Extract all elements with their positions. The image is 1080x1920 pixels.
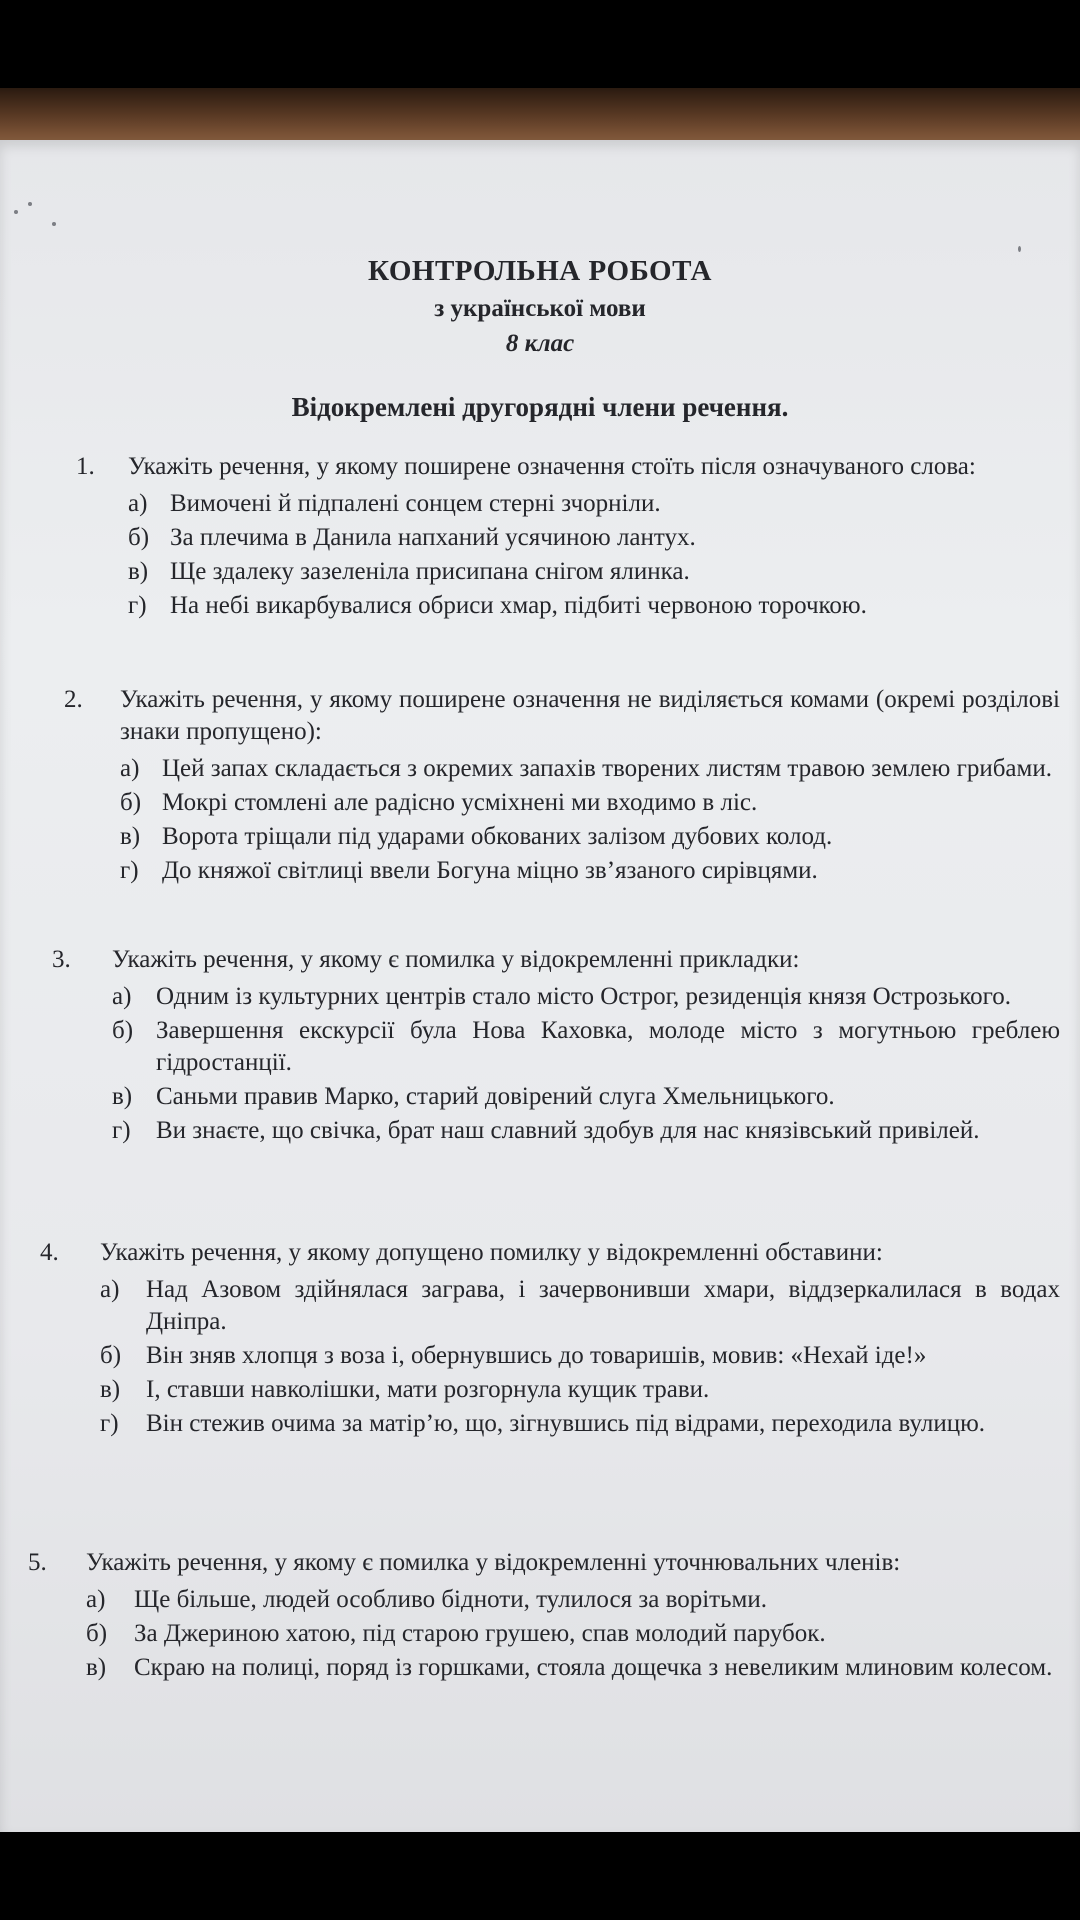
option-letter: а) — [86, 1586, 106, 1613]
option-letter: в) — [100, 1376, 121, 1403]
option-text: Одним із культурних центрів стало місто Острог, резиденція князя Острозького. — [156, 983, 1012, 1010]
option-list — [100, 1274, 1060, 1440]
option-text: Скраю на полиці, поряд із горшками, стояла дощечка з невеликим млиновим колесом. — [134, 1654, 1053, 1681]
option-letter: г) — [100, 1410, 119, 1437]
question-stem: Укажіть речення, у якому поширене означення не виділяється комами (окремі розділові знаки пропущено): — [120, 686, 1060, 745]
option-letter: б) — [112, 1017, 134, 1044]
paper-speck — [14, 210, 18, 214]
option-text: За Джериною хатою, під старою грушею, спав молодий парубок. — [134, 1620, 826, 1647]
option-a — [128, 488, 1060, 520]
doc-title: КОНТРОЛЬНА РОБОТА — [368, 255, 712, 287]
option-text: За плечима в Данила напханий усячиною лантух. — [170, 524, 696, 551]
option-letter: а) — [128, 490, 148, 517]
option-text: Цей запах складається з окремих запахів творених листям травою землею грибами. — [162, 755, 1052, 782]
option-letter: в) — [128, 558, 149, 585]
question-2 — [64, 684, 1060, 889]
option-letter: а) — [112, 983, 132, 1010]
option-letter: г) — [128, 592, 147, 619]
option-text: На небі викарбувалися обриси хмар, підбиті червоною торочкою. — [170, 592, 867, 619]
option-c — [120, 821, 1060, 853]
option-text: Ще здалеку зазеленіла присипана снігом ялинка. — [170, 558, 690, 585]
option-list — [86, 1584, 1060, 1684]
option-letter: б) — [100, 1342, 122, 1369]
option-letter: в) — [112, 1083, 133, 1110]
option-text: Він зняв хлопця з воза і, обернувшись до товаришів, мовив: «Нехай іде!» — [146, 1342, 927, 1369]
question-stem: Укажіть речення, у якому є помилка у відокремленні прикладки: — [112, 946, 800, 973]
question-number: 5. — [28, 1549, 47, 1576]
option-a — [100, 1274, 1060, 1338]
option-d — [128, 590, 1060, 622]
option-text: Завершення екскурсії була Нова Каховка, молоде місто з могутньою греблею гідростанції. — [156, 1017, 1060, 1076]
option-d — [120, 855, 1060, 887]
doc-topic: Відокремлені другорядні члени речення. — [291, 392, 789, 422]
option-b — [112, 1015, 1060, 1079]
option-text: Над Азовом здійнялася заграва, і зачервонивши хмари, віддзеркалилася в водах Дніпра. — [146, 1276, 1060, 1335]
option-text: Ви знаєте, що свічка, брат наш славний здобув для нас князівський привілей. — [156, 1117, 980, 1144]
question-stem: Укажіть речення, у якому поширене означення стоїть після означуваного слова: — [128, 453, 976, 480]
option-text: До княжої світлиці ввели Богуна міцно зв’язаного сирівцями. — [162, 857, 818, 884]
option-list — [120, 753, 1060, 887]
doc-subject: з української мови — [434, 295, 646, 322]
question-stem: Укажіть речення, у якому допущено помилку у відокремленні обставини: — [100, 1239, 883, 1266]
option-text: Мокрі стомлені але радісно усміхнені ми входимо в ліс. — [162, 789, 758, 816]
option-letter: в) — [86, 1654, 107, 1681]
option-letter: в) — [120, 823, 141, 850]
question-number: 4. — [40, 1239, 59, 1266]
option-text: Ще більше, людей особливо бідноти, тулилося за ворітьми. — [134, 1586, 767, 1613]
option-b — [100, 1340, 1060, 1372]
option-d — [112, 1115, 1060, 1147]
option-text: Саньми правив Марко, старий довірений слуга Хмельницького. — [156, 1083, 835, 1110]
doc-grade: 8 клас — [505, 330, 575, 357]
question-stem: Укажіть речення, у якому є помилка у відокремленні уточнювальних членів: — [86, 1549, 901, 1576]
option-letter: а) — [100, 1276, 120, 1303]
option-b — [128, 522, 1060, 554]
paper-speck — [1018, 246, 1021, 252]
option-c — [100, 1374, 1060, 1406]
option-list — [128, 488, 1060, 622]
question-1 — [76, 451, 1060, 624]
option-text: Він стежив очима за матір’ю, що, зігнувшись під відрами, переходила вулицю. — [146, 1410, 986, 1437]
question-number: 1. — [76, 453, 95, 480]
option-b — [120, 787, 1060, 819]
option-list — [112, 981, 1060, 1147]
option-text: Вимочені й підпалені сонцем стерні зчорніли. — [170, 490, 661, 517]
option-d — [100, 1408, 1060, 1440]
paper-speck — [28, 202, 32, 206]
option-c — [86, 1652, 1060, 1684]
option-letter: б) — [120, 789, 142, 816]
option-letter: б) — [86, 1620, 108, 1647]
question-number: 3. — [52, 946, 71, 973]
option-a — [112, 981, 1060, 1013]
option-letter: а) — [120, 755, 140, 782]
option-text: І, ставши навколішки, мати розгорнула кущик трави. — [146, 1376, 710, 1403]
question-4 — [40, 1237, 1060, 1442]
option-text: Ворота тріщали під ударами обкованих залізом дубових колод. — [162, 823, 833, 850]
question-3 — [52, 944, 1060, 1149]
option-c — [128, 556, 1060, 588]
option-c — [112, 1081, 1060, 1113]
option-b — [86, 1618, 1060, 1650]
option-letter: б) — [128, 524, 150, 551]
option-letter: г) — [112, 1117, 131, 1144]
option-letter: г) — [120, 857, 139, 884]
question-5 — [28, 1547, 1060, 1686]
option-a — [120, 753, 1060, 785]
option-a — [86, 1584, 1060, 1616]
question-number: 2. — [64, 686, 83, 713]
paper-speck — [52, 222, 56, 226]
